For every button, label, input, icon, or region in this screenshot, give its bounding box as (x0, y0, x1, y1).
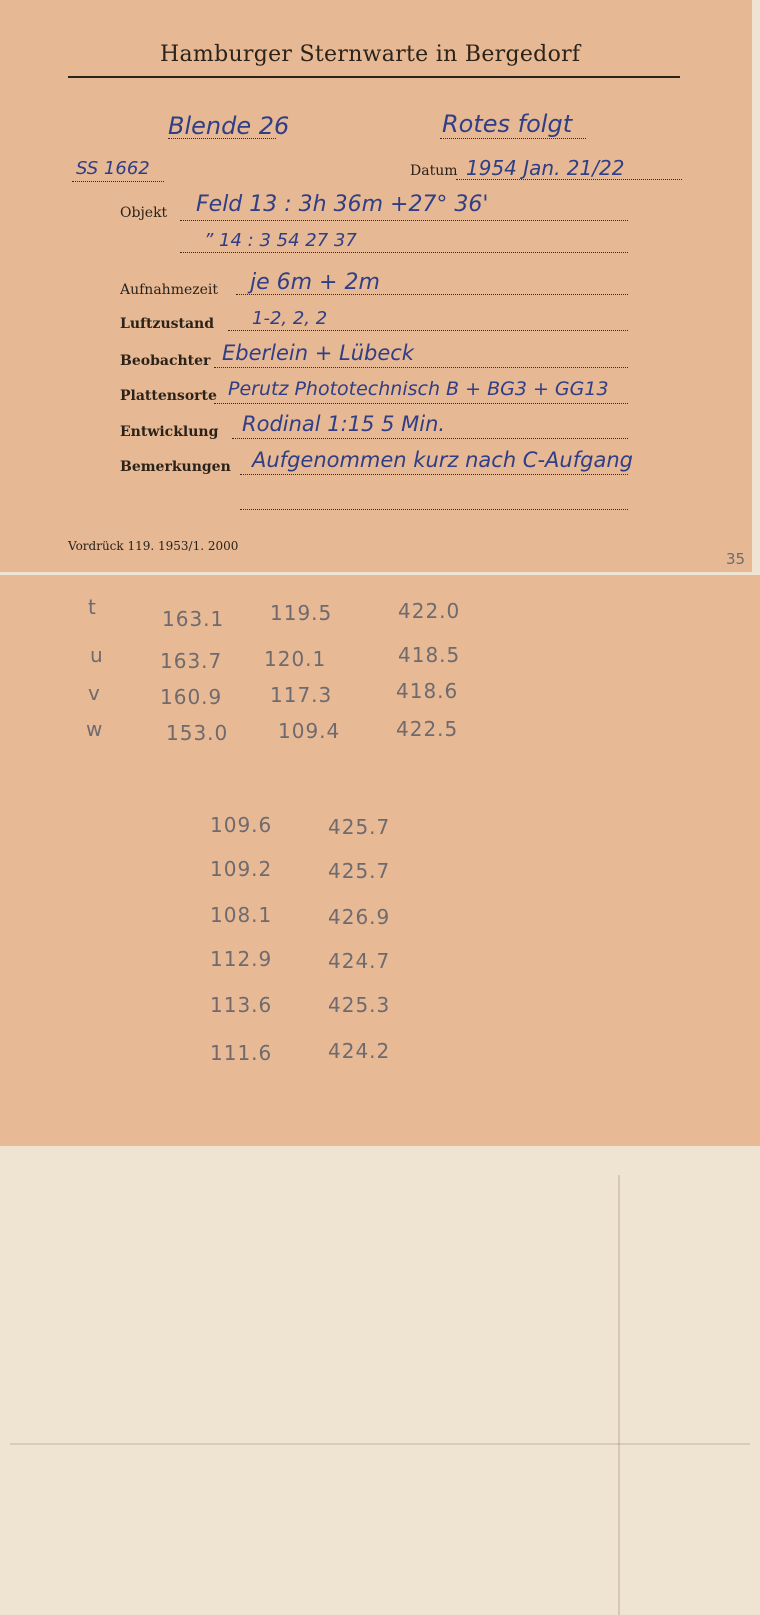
dotted-line (228, 330, 628, 331)
plattensorte-label: Plattensorte (120, 388, 217, 404)
value-cell: 163.7 (160, 649, 223, 673)
observation-card (0, 0, 752, 572)
page-title: Hamburger Sternwarte in Bergedorf (160, 42, 581, 67)
objekt-line-1: Feld 13 : 3h 36m +27° 36' (196, 192, 489, 217)
value-cell: 109.4 (278, 719, 341, 743)
plate-number: SS 1662 (76, 158, 150, 179)
objekt-label: Objekt (120, 205, 168, 221)
dotted-line (240, 509, 628, 510)
fold-crease (10, 1443, 750, 1445)
value-cell: 153.0 (166, 721, 229, 745)
form-footer: Vordrück 119. 1953/1. 2000 (68, 539, 239, 553)
dotted-line (72, 181, 164, 182)
fold-crease (618, 1175, 620, 1615)
value-cell: 160.9 (160, 685, 223, 709)
aufnahmezeit-value: je 6m + 2m (250, 270, 380, 295)
value-cell: 425.7 (328, 815, 391, 839)
value-cell: 425.7 (328, 859, 391, 883)
plattensorte-value: Perutz Phototechnisch B + BG3 + GG13 (228, 378, 609, 400)
value-cell: 422.5 (396, 717, 459, 741)
title-rule (68, 76, 680, 78)
beobachter-label: Beobachter (120, 353, 211, 369)
value-cell: 112.9 (210, 947, 273, 971)
luftzustand-label: Luftzustand (120, 316, 215, 332)
luftzustand-value: 1-2, 2, 2 (252, 308, 328, 329)
aufnahmezeit-label: Aufnahmezeit (120, 282, 219, 298)
handwritten-top-right: Rotes folgt (442, 110, 573, 138)
beobachter-value: Eberlein + Lübeck (222, 341, 414, 365)
bemerkungen-label: Bemerkungen (120, 459, 231, 475)
dotted-line (214, 403, 628, 404)
value-cell: 120.1 (264, 647, 327, 671)
value-cell: 109.2 (210, 857, 273, 881)
value-cell: 117.3 (270, 683, 333, 707)
value-cell: 163.1 (162, 607, 225, 631)
row-label: v (88, 681, 101, 705)
dotted-line (456, 179, 682, 180)
value-cell: 425.3 (328, 993, 391, 1017)
value-cell: 426.9 (328, 905, 391, 929)
row-label: w (86, 717, 104, 741)
value-cell: 109.6 (210, 813, 273, 837)
dotted-line (168, 138, 276, 139)
card-back (0, 575, 760, 1146)
dotted-line (214, 367, 628, 368)
datum-label: Datum (410, 163, 458, 179)
value-cell: 424.2 (328, 1039, 391, 1063)
value-cell: 111.6 (210, 1041, 273, 1065)
value-cell: 418.6 (396, 679, 459, 703)
row-label: u (90, 643, 104, 667)
value-cell: 113.6 (210, 993, 273, 1017)
dotted-line (236, 294, 628, 295)
dotted-line (180, 220, 628, 221)
value-cell: 108.1 (210, 903, 273, 927)
value-cell: 422.0 (398, 599, 461, 623)
entwicklung-label: Entwicklung (120, 424, 219, 440)
value-cell: 418.5 (398, 643, 461, 667)
dotted-line (180, 252, 628, 253)
datum-value: 1954 Jan. 21/22 (466, 156, 625, 180)
bemerkungen-value: Aufgenommen kurz nach C-Aufgang (252, 448, 633, 472)
row-label: t (88, 595, 97, 619)
dotted-line (240, 474, 628, 475)
value-cell: 424.7 (328, 949, 391, 973)
entwicklung-value: Rodinal 1:15 5 Min. (242, 412, 446, 436)
corner-number: 35 (726, 550, 746, 568)
dotted-line (232, 438, 628, 439)
objekt-line-2: ” 14 : 3 54 27 37 (204, 230, 357, 251)
value-cell: 119.5 (270, 601, 333, 625)
handwritten-top-left: Blende 26 (168, 112, 290, 140)
dotted-line (440, 138, 586, 139)
